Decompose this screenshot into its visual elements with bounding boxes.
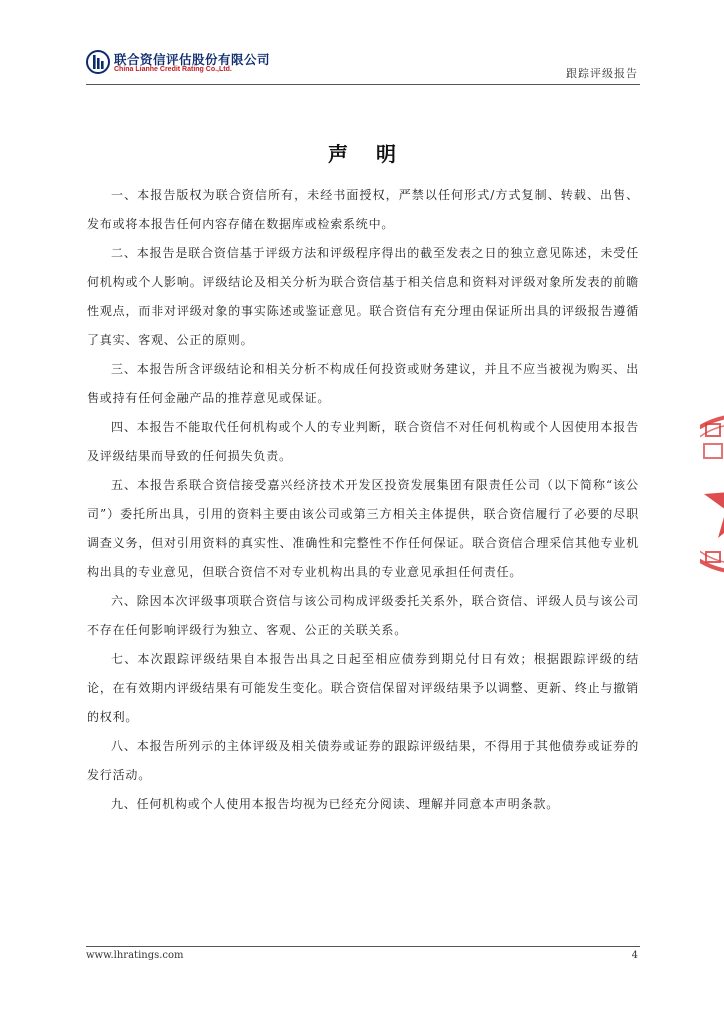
footer-divider [86,946,640,947]
statement-paragraph: 一、本报告版权为联合资信所有，未经书面授权，严禁以任何形式/方式复制、转载、出售、发布或将本报告任何内容存储在数据库或检索系统中。 [87,188,639,231]
company-name-en: China Lianhe Credit Rating Co.,Ltd. [114,66,232,73]
company-name-cn: 联合资信评估股份有限公司 [114,52,271,67]
report-type-label: 跟踪评级报告 [566,67,638,80]
statement-paragraph: 六、除因本次评级事项联合资信与该公司构成评级委托关系外，联合资信、评级人员与该公司不存在任何影响评级行为独立、客观、公正的关联关系。 [87,594,639,637]
footer-website-link[interactable]: www.lhratings.com [86,950,184,961]
page-title: 声明 [328,142,424,166]
statement-paragraph: 四、本报告不能取代任何机构或个人的专业判断，联合资信不对任何机构或个人因使用本报告及评级结果而导致的任何损失负责。 [87,420,639,463]
statement-body [87,181,639,819]
statement-paragraph: 九、任何机构或个人使用本报告均视为已经充分阅读、理解并同意本声明条款。 [111,797,560,811]
statement-paragraph: 三、本报告所含评级结论和相关分析不构成任何投资或财务建议，并且不应当被视为购买、出售或持有任何金融产品的推荐意见或保证。 [87,362,639,405]
statement-paragraph: 八、本报告所列示的主体评级及相关债券或证券的跟踪评级结果，不得用于其他债券或证券的发行活动。 [87,739,639,782]
statement-paragraph: 二、本报告是联合资信基于评级方法和评级程序得出的截至发表之日的独立意见陈述，未受任何机构或个人影响。评级结论及相关分析为联合资信基于相关信息和资料对评级对象所发表的前瞻性观点，而非对评级对象的事实陈述或鉴证意见。联合资信有充分理由保证所出具的评级报告遵循了真实、客观、公正的原则。 [87,246,639,347]
statement-paragraph: 五、本报告系联合资信接受嘉兴经济技术开发区投资发展集团有限责任公司（以下简称“该公司”）委托所出具，引用的资料主要由该公司或第三方相关主体提供，联合资信履行了必要的尽职调查义务，但对引用资料的真实性、准确性和完整性不作任何保证。联合资信合理采信其他专业机构出具的专业意见，但联合资信不对专业机构出具的专业意见承担任何责任。 [87,478,639,579]
page-header [86,50,638,84]
company-seal-stamp [700,404,724,584]
header-divider [86,84,640,85]
statement-paragraph: 七、本次跟踪评级结果自本报告出具之日起至相应债券到期兑付日有效；根据跟踪评级的结论，在有效期内评级结果有可能发生变化。联合资信保留对评级结果予以调整、更新、终止与撤销的权利。 [87,652,639,724]
lianhe-logo-icon [86,50,110,74]
page-number: 4 [631,950,638,961]
